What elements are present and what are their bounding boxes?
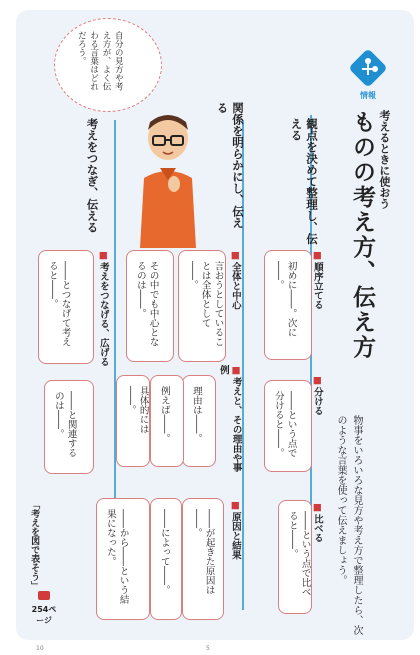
badge (346, 48, 390, 101)
page (16, 10, 414, 640)
heading-compare: ■ 比べる (310, 502, 323, 543)
heading-whole: ■ 全体と中心 (228, 250, 241, 310)
speech-bubble: 自分の見方や考え方が、よく伝わる言葉はどれだろう。 (54, 18, 162, 112)
reference-link[interactable]: 254ページ (30, 585, 58, 626)
heading-connect: ■ 考えをつなげる、広げる (96, 250, 109, 380)
box-whole-2: その中でも中心となるのは――。 (126, 250, 174, 362)
section-label-1: 観点を決めて整理し、伝える (289, 118, 320, 245)
box-cause-3: ――から――という結果になった。 (96, 498, 150, 620)
box-connect-1: ――とつなげて考えると――。 (38, 250, 94, 364)
box-classify: ――という点で分けると――。 (264, 380, 312, 472)
section-label-2: 関係を明らかにし、伝える (215, 102, 246, 229)
badge-label: 情報 (360, 91, 376, 100)
box-compare: ――という点で比べると――。 (278, 500, 312, 614)
box-cause-1: ――が起きた原因は――。 (182, 498, 224, 620)
box-reason-1: 理由は――。 (182, 375, 216, 467)
page-title: ものの考え方、伝え方 (349, 110, 376, 360)
box-order: 初めに――。次に――。 (264, 250, 312, 360)
box-cause-2: ――によって――。 (150, 498, 182, 620)
book-icon (38, 591, 50, 600)
box-whole-1: 言おうとしていることは全体として――。 (178, 250, 226, 362)
puzzle-icon (348, 48, 388, 88)
heading-classify: ■ 分ける (310, 375, 323, 416)
section-label-3: 考えをつなぎ、伝える (85, 118, 100, 233)
box-connect-2: ――と関連するのは――。 (44, 380, 94, 474)
heading-cause: ■ 原因と結果 (228, 500, 241, 560)
reference-note: 「考えを図で表そう」 (29, 500, 40, 590)
kicker: 考えるときに使おう (377, 110, 391, 209)
heading-order: ■ 順序立てる (310, 250, 323, 310)
box-reason-3: 具体的には――。 (116, 375, 150, 467)
heading-reason: ■ 考えと、その理由や事例 (216, 365, 242, 475)
lead-text: 物事をいろいろな見方や考え方で整理したら、次のような言葉を使って伝えましょう。 (335, 415, 362, 635)
folio-left: 10 (36, 645, 44, 652)
boy-illustration (128, 108, 208, 248)
box-reason-2: 例えば――。 (150, 375, 184, 467)
folio-right: 5 (206, 645, 210, 652)
